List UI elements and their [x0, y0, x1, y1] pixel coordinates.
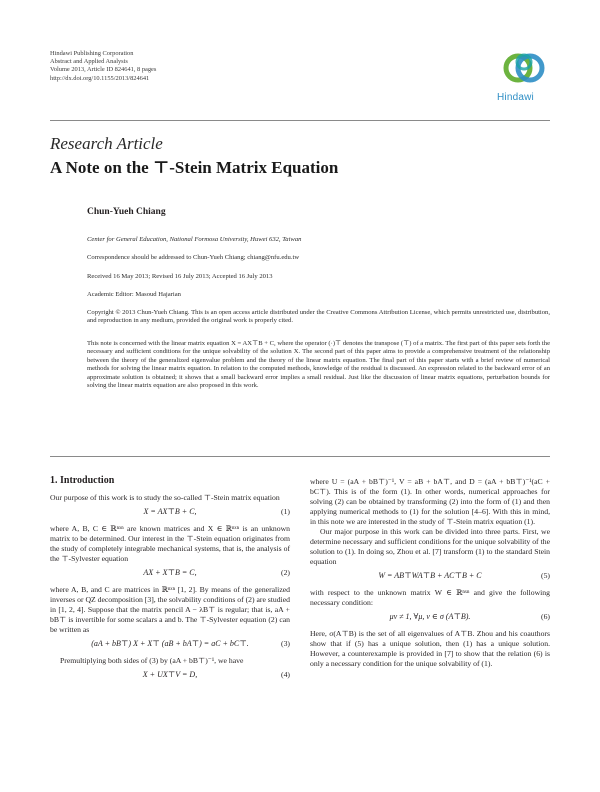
- equation-4-number: (4): [281, 670, 290, 679]
- intro-paragraph-1: Our purpose of this work is to study the so-called ⊤-Stein matrix equation: [50, 493, 280, 502]
- abstract: This note is concerned with the linear matrix equation X = AX⊤B + C, where the operator (·)⊤ denotes the transpose (⊤) of a matrix. The first part of this paper sets forth the necessary and sufficient conditions for the unique solvability of the solution X. The second part of this paper aims to provide a comprehensive treatment of the relationship between the theory of the generalized eigenvalue problem and the theory of the linear matrix equation. The final part of this paper starts with a brief review of numerical methods for solving the linear matrix equation. In relation to the computed methods, knowledge of the residual is discussed. An expression related to the backward error of an approximate solution is obtained; it shows that a small backward error implies a small residual. Just like the discussion of linear matrix equations, perturbation bounds for solving the linear matrix equation are also proposed in this work.: [87, 340, 550, 390]
- article-title: A Note on the ⊤-Stein Matrix Equation: [50, 158, 339, 177]
- left-column: [50, 493, 290, 687]
- equation-1: [50, 505, 290, 522]
- equation-2-number: (2): [281, 568, 290, 577]
- equation-4: [50, 668, 290, 685]
- equation-1-number: (1): [281, 507, 290, 516]
- equation-6-number: (6): [541, 612, 550, 621]
- header-divider: [50, 120, 550, 121]
- publisher: Hindawi Publishing Corporation: [50, 50, 134, 57]
- volume-info: Volume 2013, Article ID 824641, 8 pages: [50, 66, 157, 74]
- received-dates: Received 16 May 2013; Revised 16 July 2013; Accepted 16 July 2013: [87, 273, 273, 280]
- equation-3: [50, 637, 290, 654]
- author-name: Chun-Yueh Chiang: [87, 207, 166, 217]
- article-type: Research Article: [50, 134, 163, 153]
- journal-name: Abstract and Applied Analysis: [50, 58, 128, 66]
- equation-5-body: W = AB⊤WA⊤B + AC⊤B + C: [378, 571, 482, 580]
- equation-5: [310, 569, 550, 586]
- section-heading: 1. Introduction: [50, 475, 115, 486]
- equation-3-number: (3): [281, 639, 290, 648]
- equation-3-body: (aA + bB⊤) X + X⊤ (aB + bA⊤) = aC + bC⊤.: [91, 639, 249, 648]
- right-paragraph-4: Here, σ(A⊤B) is the set of all eigenvalues of A⊤B. Zhou and his coauthors show that if (5) has a unique solution, then (1) has a unique solution. However, a counterexample is provided in [7] to show that the relation (6) is only a necessary condition for the unique solvability of (1).: [310, 629, 550, 668]
- journal-header: [50, 50, 156, 83]
- equation-1-body: X = AX⊤B + C,: [143, 507, 197, 516]
- doi-link[interactable]: http://dx.doi.org/10.1155/2013/824641: [50, 74, 150, 82]
- right-paragraph-1: where U = (aA + bB⊤)⁻¹, V = aB + bA⊤, and D = (aA + bB⊤)⁻¹(aC + bC⊤). This is of the form (1). In other words, numerical approaches for solving (2) can be obtained by transforming (2) into the form of (1) and then applying numerical methods to (1) for the solution [4–6]. With this in mind, in this note we are interested in the study of ⊤-Stein matrix equation (1).: [310, 477, 550, 526]
- equation-2-body: AX + X⊤B = C,: [143, 568, 197, 577]
- intro-paragraph-2: where A, B, C ∈ ℝⁿˣⁿ are known matrices and X ∈ ℝⁿˣⁿ is an unknown matrix to be determined. Our interest in the ⊤-Stein equation originates from the study of completely integrable mechanical systems, that is, the analysis of the ⊤-Sylvester equation: [50, 524, 290, 563]
- copyright-notice: Copyright © 2013 Chun-Yueh Chiang. This is an open access article distributed under the Creative Commons Attribution License, which permits unrestricted use, distribution, and reproduction in any medium, provided the original work is properly cited.: [87, 309, 550, 325]
- equation-6-body: μν ≠ 1, ∀μ, ν ∈ σ (A⊤B).: [389, 612, 471, 621]
- hindawi-logo-text: Hindawi: [497, 92, 534, 103]
- intro-paragraph-4: Premultiplying both sides of (3) by (aA + bB⊤)⁻¹, we have: [60, 656, 244, 665]
- equation-6: [310, 610, 550, 627]
- correspondence: Correspondence should be addressed to Chun-Yueh Chiang; chiang@nfu.edu.tw: [87, 254, 300, 261]
- right-paragraph-2: Our major purpose in this work can be divided into three parts. First, we determine necessary and sufficient conditions for the unique solvability of the solution to (1). In doing so, Zhou et al. [7] transform (1) to the standard Stein equation: [310, 527, 550, 566]
- intro-paragraph-3: where A, B, and C are matrices in ℝⁿˣⁿ [1, 2]. By means of the generalized inverses or QZ decomposition [3], the solvability conditions of (2) are studied in [1, 2, 4]. Suppose that the matrix pencil A − λB⊤ is regular; that is, aA + bB⊤ is invertible for some scalars a and b. The ⊤-Sylvester equation (2) can be written as: [50, 585, 290, 634]
- right-column: [310, 477, 550, 669]
- affiliation: Center for General Education, National Formosa University, Huwei 632, Taiwan: [87, 236, 302, 243]
- academic-editor: Academic Editor: Masoud Hajarian: [87, 291, 181, 298]
- right-paragraph-3: with respect to the unknown matrix W ∈ ℝⁿˣⁿ and give the following necessary condition:: [310, 588, 550, 607]
- equation-2: [50, 566, 290, 583]
- equation-5-number: (5): [541, 571, 550, 580]
- equation-4-body: X + UX⊤V = D,: [142, 670, 198, 679]
- abstract-divider: [50, 456, 550, 457]
